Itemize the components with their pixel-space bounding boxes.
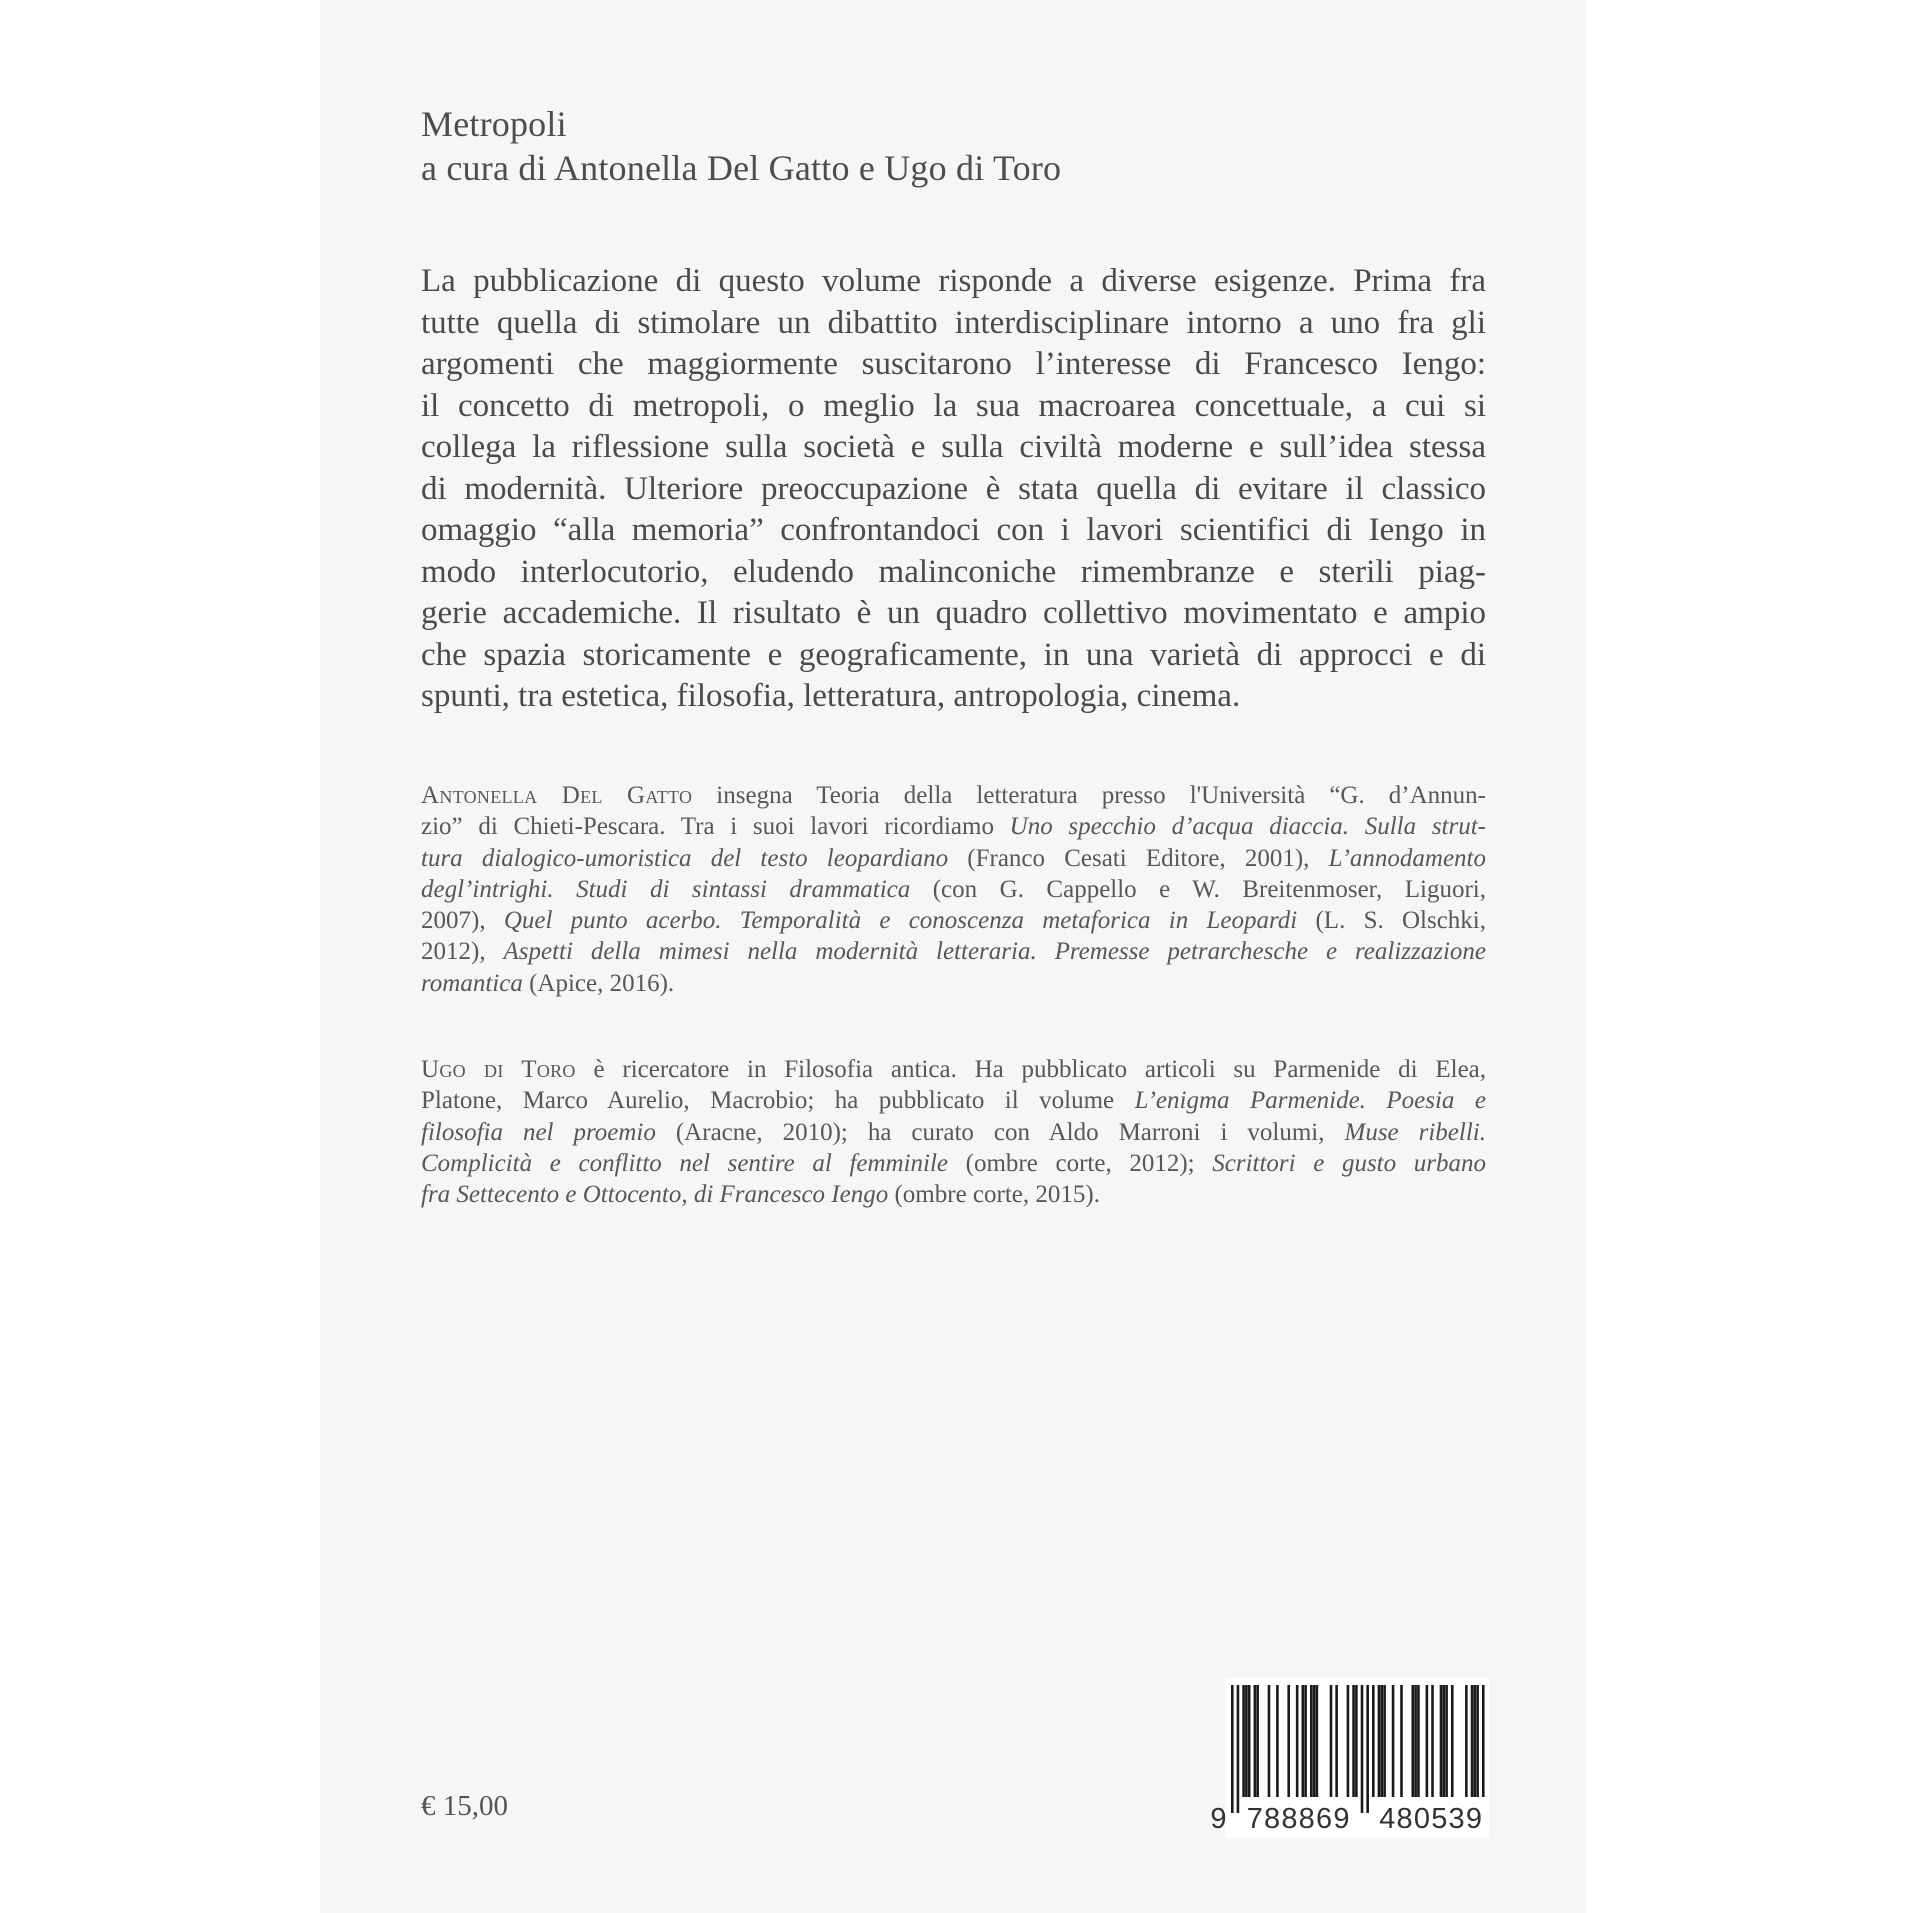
blurb-line: argomenti che maggiormente suscitarono l’interesse di Francesco Iengo: [421,346,1486,382]
blurb-line: di modernità. Ulteriore preoccupazione è stata quella di evitare il classico [421,470,1486,507]
blurb-line: che spazia storicamente e geograficamente, in una varietà di approcci e di [421,636,1486,673]
blurb-line: tutte quella di stimolare un dibattito interdisciplinare intorno a uno fra gli [421,304,1486,341]
bio-line [421,968,1486,999]
blurb-line: collega la riflessione sulla società e sulla civiltà moderne e sull’idea stessa [421,429,1486,465]
work-title: L’annodamento [1328,844,1486,872]
isbn-barcode [1189,1678,1489,1838]
work-title: Aspetti della mimesi nella modernità letteraria. Premesse petrarchesche e realizzazione [503,938,1486,966]
bio-line [421,874,1486,905]
barcode-digits: 480539 [1379,1803,1484,1835]
bio-text: Platone, Marco Aurelio, Macrobio; ha pubblicato il volume [421,1087,1135,1115]
work-title: Complicità e conflitto nel sentire al femminile [421,1149,949,1177]
author-name: Ugo di Toro [421,1056,576,1083]
author-name: Antonella Del Gatto [421,782,693,809]
bio-line [421,1085,1486,1116]
bio-line [421,936,1486,967]
work-title: Scrittori e gusto urbano [1212,1149,1486,1177]
bio-line [421,811,1486,842]
work-title: degl’intrighi. Studi di sintassi drammatica [421,875,911,903]
blurb-line: spunti, tra estetica, filosofia, letteratura, antropologia, cinema. [421,678,1241,714]
bio-text: (L. S. Olschki, [1297,907,1486,935]
work-title: tura dialogico-umoristica del testo leopardiano [421,844,949,872]
bio-line [421,1148,1486,1179]
work-title: romantica [421,969,523,997]
bio-text: (Aracne, 2010); ha curato con Aldo Marroni i volumi, [655,1118,1345,1146]
bio-line [421,1054,1486,1085]
bio-text: (Franco Cesati Editore, 2001), [948,844,1329,872]
barcode-bars [1189,1678,1489,1838]
bio-line [421,843,1486,874]
blurb-line: La pubblicazione di questo volume risponde a diverse esigenze. Prima fra [421,263,1486,299]
bio-line [421,780,1486,811]
bio-line [421,1117,1486,1148]
bio-text: (Apice, 2016). [522,969,675,997]
book-back-cover [320,0,1586,1913]
blurb-line: modo interlocutorio, eludendo malinconiche rimembranze e sterili piag- [421,553,1486,590]
work-title: Muse ribelli. [1344,1118,1486,1146]
price-label: € 15,00 [421,1790,508,1822]
bio-text: insegna Teoria della letteratura presso l'Università “G. d’Annun- [692,782,1486,809]
book-blurb [421,261,1486,718]
bio-text: 2012), [421,938,504,966]
work-title: Uno specchio d’acqua diaccia. Sulla strut- [1009,813,1486,841]
bio-text: è ricercatore in Filosofia antica. Ha pubblicato articoli su Parmenide di Elea, [575,1056,1487,1083]
work-title: Quel punto acerbo. Temporalità e conoscenza metaforica in Leopardi [503,907,1298,935]
blurb-line: omaggio “alla memoria” confrontandoci con i lavori scientifici di Iengo in [421,512,1486,548]
blurb-line: il concetto di metropoli, o meglio la sua macroarea concettuale, a cui si [421,387,1486,424]
work-title: L’enigma Parmenide. Poesia e [1134,1087,1486,1115]
work-title: filosofia nel proemio [421,1118,656,1146]
book-editors: a cura di Antonella Del Gatto e Ugo di Toro [421,148,1062,188]
bio-text: (ombre corte, 2012); [948,1149,1213,1177]
blurb-line: gerie accademiche. Il risultato è un quadro collettivo movimentato e ampio [421,595,1486,631]
work-title: fra Settecento e Ottocento, di Francesco Iengo [421,1181,889,1209]
bio-line [421,905,1486,936]
bio-text: (con G. Cappello e W. Breitenmoser, Liguori, [910,875,1486,903]
bio-text: zio” di Chieti-Pescara. Tra i suoi lavori ricordiamo [421,813,1010,841]
bio-text: 2007), [421,907,504,935]
editor-bio-antonella-del-gatto [421,780,1486,999]
barcode-digits: 788869 [1246,1803,1351,1835]
editor-bio-ugo-di-toro [421,1054,1486,1210]
book-title: Metropoli [421,104,567,144]
bio-line [421,1179,1486,1210]
cover-header [421,102,1061,190]
bio-text: (ombre corte, 2015). [888,1181,1100,1209]
barcode-digits: 9 [1210,1803,1228,1835]
